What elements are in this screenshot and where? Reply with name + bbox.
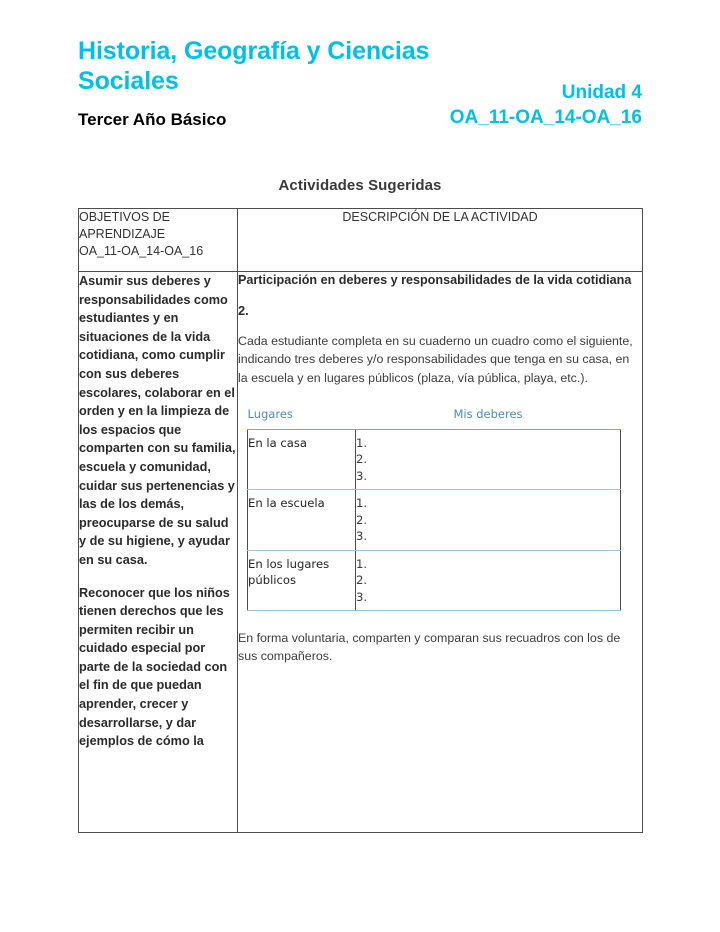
page-title: Historia, Geografía y Ciencias Sociales xyxy=(78,37,430,95)
grade-subtitle: Tercer Año Básico xyxy=(78,110,227,129)
objectives-header-line-1: OBJETIVOS DE xyxy=(79,210,170,224)
worksheet-table xyxy=(247,403,621,611)
document-header xyxy=(78,36,642,129)
worksheet-column-mis-deberes: Mis deberes xyxy=(356,403,621,429)
worksheet-place-label: En los lugares públicos xyxy=(248,550,356,611)
activity-instructions: Cada estudiante completa en su cuaderno un cuadro como el siguiente, indicando tres deberes y/o responsabilidades que tenga en su casa, en la escuela y en lugares públicos (plaza, vía pública, playa, etc.). xyxy=(238,333,633,385)
worksheet-duty-item: 3. xyxy=(356,468,368,483)
worksheet-duty-item: 3. xyxy=(356,529,368,544)
worksheet-duty-item: 2. xyxy=(356,573,368,588)
worksheet-duty-item: 1. xyxy=(356,496,368,511)
worksheet-duty-item: 3. xyxy=(356,589,368,604)
worksheet-row xyxy=(248,550,621,611)
column-header-objectives xyxy=(79,209,238,272)
oa-codes-label: OA_11-OA_14-OA_16 xyxy=(449,107,642,128)
worksheet-duties-cell xyxy=(356,490,621,551)
worksheet-place-label: En la casa xyxy=(248,429,356,490)
worksheet-duty-item: 1. xyxy=(356,556,368,571)
worksheet-duty-item: 1. xyxy=(356,435,368,450)
worksheet-duties-cell xyxy=(356,550,621,611)
activities-table xyxy=(78,208,643,833)
objective-paragraph: Reconocer que los niños tienen derechos que les permiten recibir un cuidado especial por parte de la sociedad con el fin de que puedan aprender, crecer y desarrollarse, y dar ejemplos de cómo la xyxy=(79,585,230,749)
header-row xyxy=(78,36,642,129)
worksheet-column-lugares: Lugares xyxy=(248,403,356,429)
activity-heading: Participación en deberes y responsabilidades de la vida cotidiana xyxy=(238,273,632,287)
column-header-description: DESCRIPCIÓN DE LA ACTIVIDAD xyxy=(238,209,643,272)
table-row xyxy=(79,272,643,833)
activity-number: 2. xyxy=(238,302,249,318)
objectives-header-line-3: OA_11-OA_14-OA_16 xyxy=(79,244,204,258)
worksheet-duty-item: 2. xyxy=(356,512,368,527)
worksheet-row xyxy=(248,490,621,551)
objectives-cell xyxy=(79,272,238,833)
worksheet-header-row xyxy=(248,403,621,429)
header-unit-block xyxy=(322,81,642,130)
section-title: Actividades Sugeridas xyxy=(278,177,442,194)
worksheet-row xyxy=(248,429,621,490)
activity-closing-text: En forma voluntaria, comparten y comparan sus recuadros con los de sus compañeros. xyxy=(238,631,621,664)
worksheet-place-label: En la escuela xyxy=(248,490,356,551)
unit-label: Unidad 4 xyxy=(561,82,642,103)
worksheet-duties-cell xyxy=(356,429,621,490)
table-header-row xyxy=(79,209,643,272)
objectives-header-line-2: APRENDIZAJE xyxy=(79,227,166,241)
worksheet-wrapper xyxy=(247,403,621,611)
objective-paragraph: Asumir sus deberes y responsabilidades como estudiantes y en situaciones de la vida cotidiana, como cumplir con sus deberes escolares, colaborar en el orden y en la limpieza de los espacios que comparten con su familia, escuela y comunidad, cuidar sus pertenencias y las de los demás, preocuparse de su salud y de su higiene, y ayudar en su casa. xyxy=(79,274,236,567)
worksheet-duty-item: 2. xyxy=(356,452,368,467)
activity-cell xyxy=(238,272,643,833)
